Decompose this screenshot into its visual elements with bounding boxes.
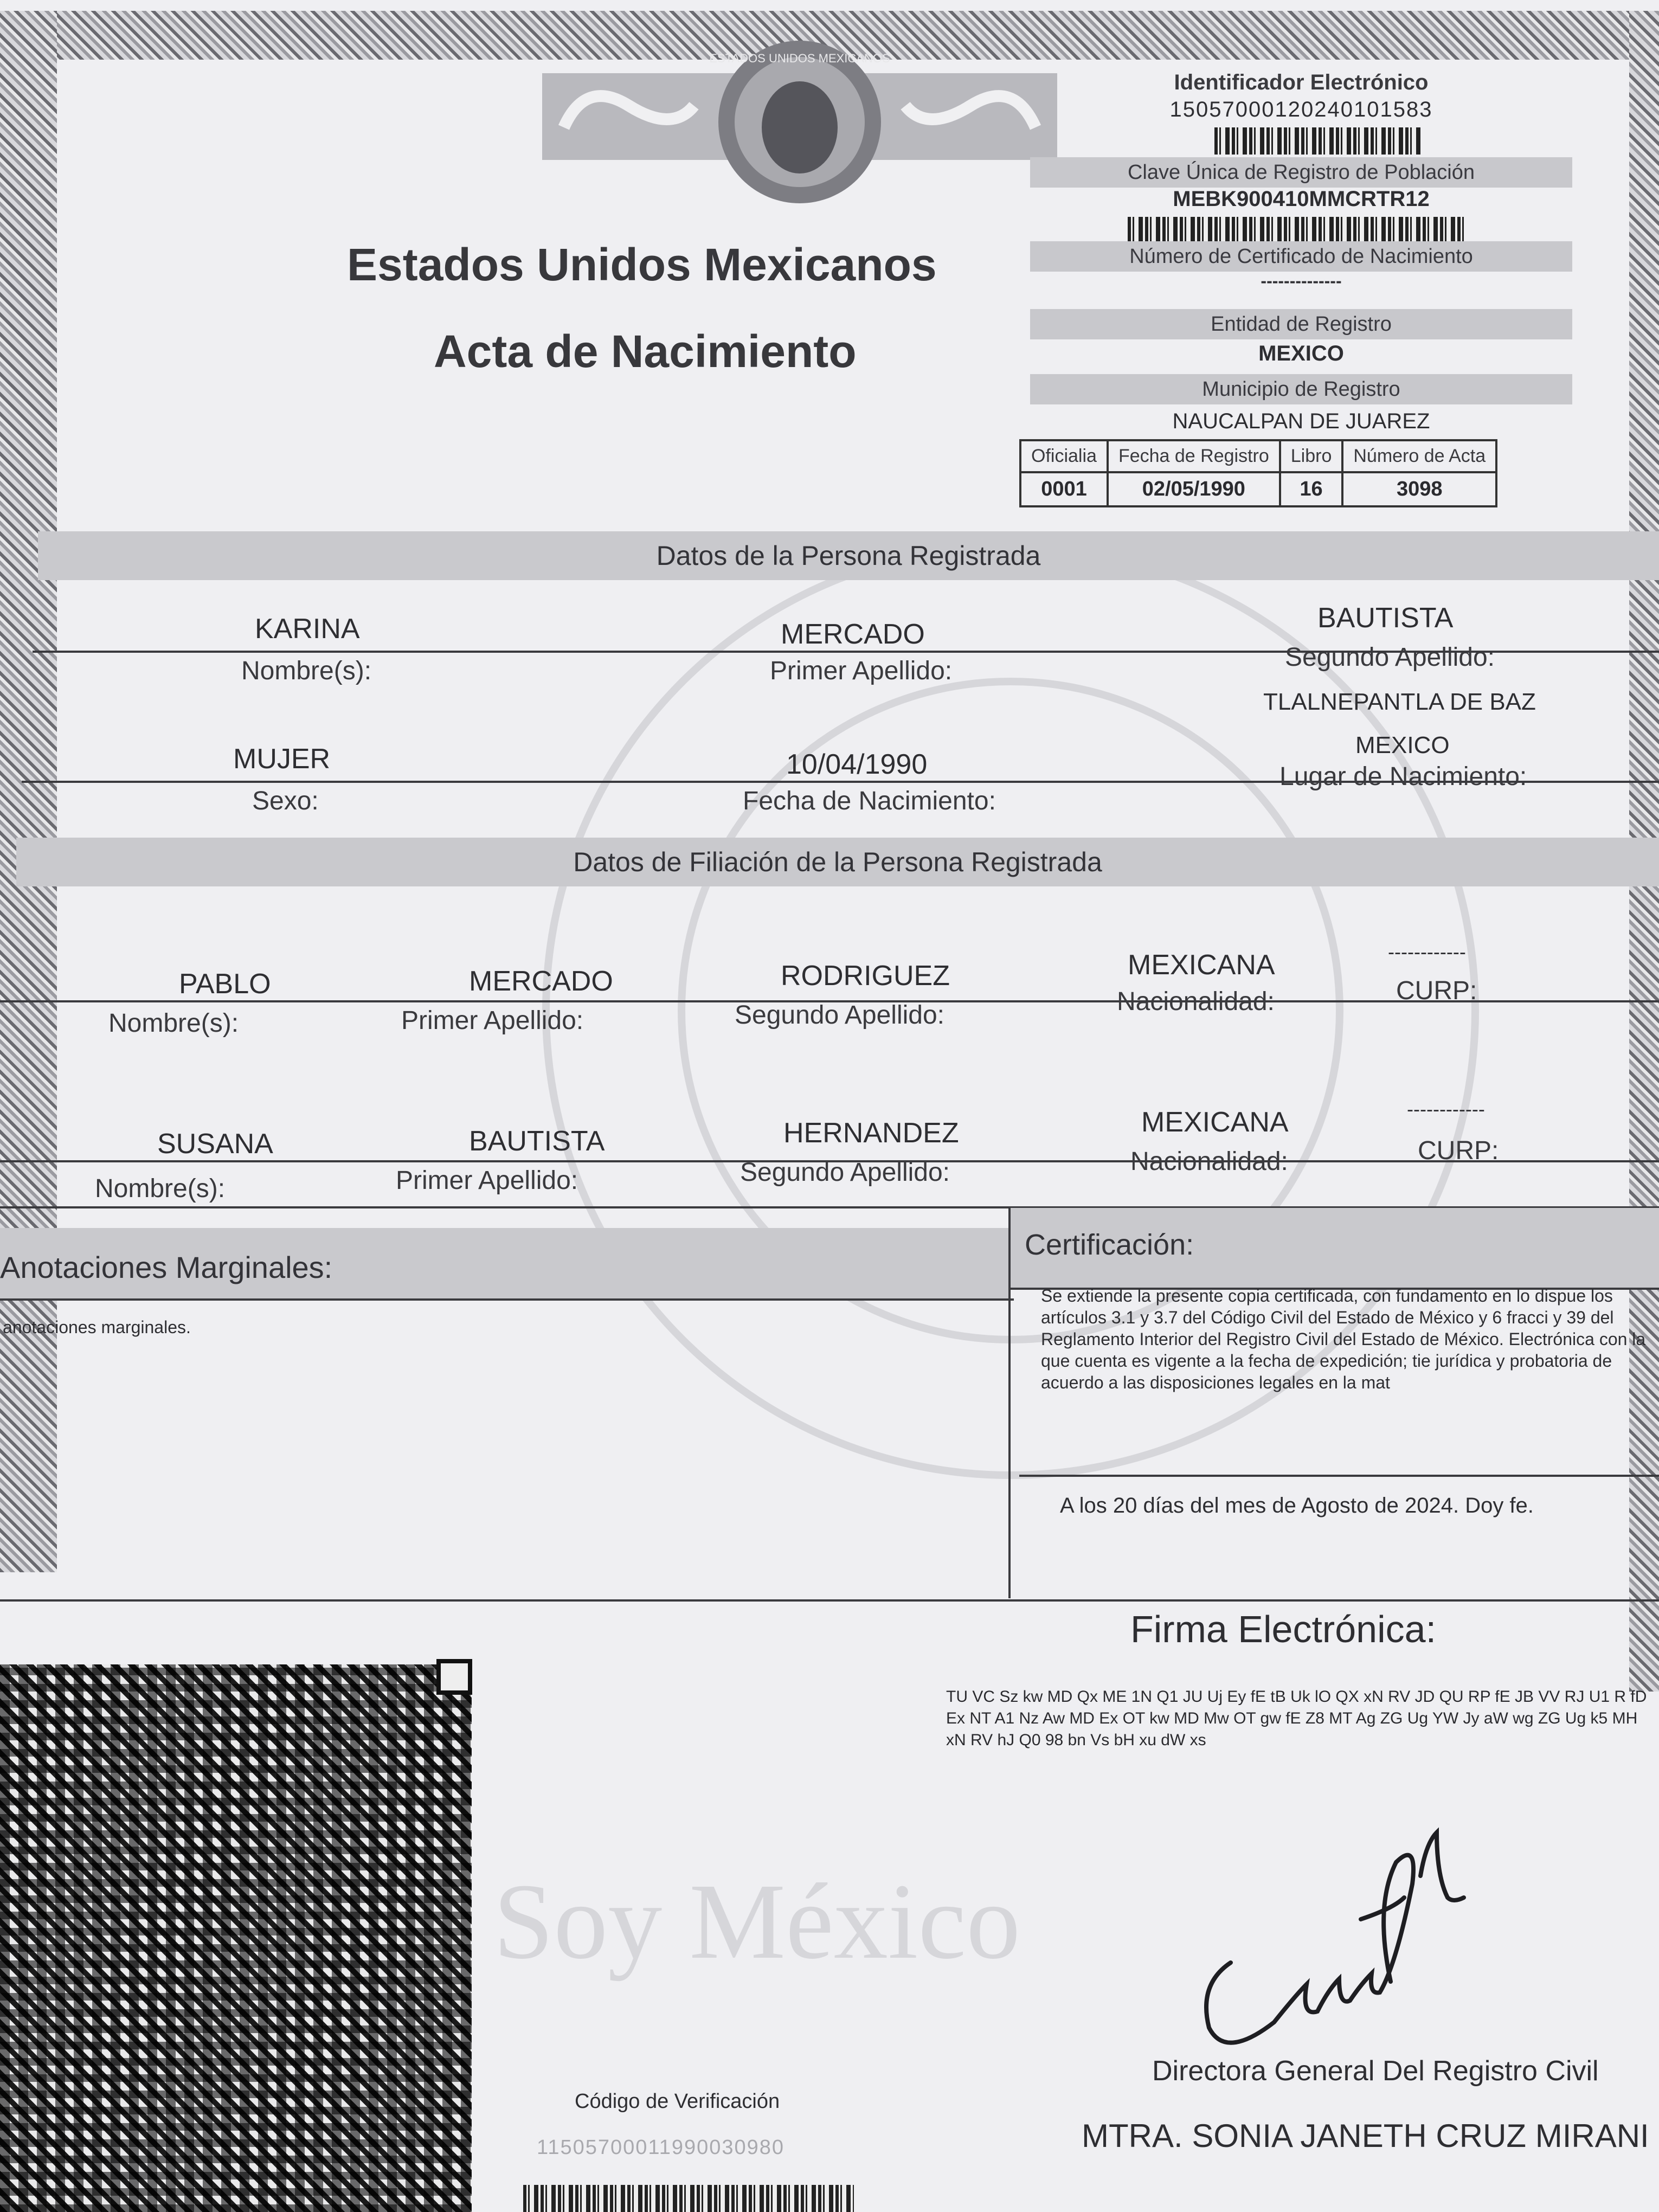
madre-primer-apellido-label: Primer Apellido:: [396, 1166, 578, 1195]
firma-nombre: MTRA. SONIA JANETH CRUZ MIRANI: [1082, 2118, 1649, 2154]
municipio-label: Municipio de Registro: [1030, 374, 1572, 404]
verificacion-barcode: [523, 2185, 854, 2212]
registro-header-libro: Libro: [1280, 440, 1343, 472]
padre-nombre-label: Nombre(s):: [108, 1009, 239, 1038]
certificacion-text: Se extiende la presente copia certificada, con fundamento en lo dispue los artículos 3.1 y 3.7 del Código Civil del Estado de México y 6 fracci y 39 del Reglamento Interior del Registro Civil del Estado de México. Electrónica con la que cuenta es vigente a la fecha de expedición; tie jurídica y probatoria de acuerdo a las disposiciones legales en la mat: [1041, 1286, 1646, 1392]
certificacion-title: Certificación:: [1025, 1229, 1194, 1261]
madre-nombre-label: Nombre(s):: [95, 1174, 226, 1203]
national-seal-emblem: [542, 41, 1057, 203]
registro-value-libro: 16: [1280, 472, 1343, 506]
certificacion-date-line: [1019, 1475, 1659, 1477]
madre-segundo-apellido-label: Segundo Apellido:: [740, 1158, 950, 1187]
madre-segundo-apellido: HERNANDEZ: [783, 1117, 959, 1149]
curp-label: Clave Única de Registro de Población: [1030, 157, 1572, 188]
madre-nombre: SUSANA: [157, 1128, 273, 1160]
padre-curp: ------------: [1388, 941, 1466, 963]
persona-section-title: Datos de la Persona Registrada: [38, 531, 1659, 580]
certificado-label: Número de Certificado de Nacimiento: [1030, 241, 1572, 272]
identificador-label: Identificador Electrónico: [1174, 70, 1429, 94]
identificador-value: 150570001202401015​83: [1169, 98, 1433, 121]
identificador-barcode: [1214, 127, 1420, 155]
lugar-entidad: MEXICO: [1355, 732, 1450, 758]
padre-nacionalidad: MEXICANA: [1128, 949, 1275, 981]
persona-primer-apellido: MERCADO: [781, 619, 925, 650]
persona-nombre-label: Nombre(s):: [241, 657, 372, 685]
persona-sexo-label: Sexo:: [252, 787, 319, 815]
anotaciones-header-line: [0, 1298, 1014, 1301]
handwritten-signature: [1166, 1789, 1545, 2074]
box-divider: [1008, 1208, 1011, 1598]
firma-code: TU VC Sz kw MD Qx ME 1N Q1 JU Uj Ey fE tB Uk lO QX xN RV JD QU RP fE JB VV RJ U1 R fD Ex NT A1 Nz Aw MD Ex OT kw MD Mw OT gw fE Z8 MT Ag ZG Ug YW Jy aW wg ZG Ug k5 MH xN RV hJ Q0 98 bn Vs bH xu dW xs: [946, 1688, 1647, 1749]
entidad-value: MEXICO: [1258, 342, 1344, 365]
box-bottom-line: [0, 1599, 1659, 1602]
persona-fecha-nacimiento: 10/04/1990: [786, 749, 928, 780]
document-title: Acta de Nacimiento: [434, 326, 857, 377]
persona-lugar-label: Lugar de Nacimiento:: [1279, 762, 1527, 791]
registro-table: [1019, 439, 1497, 507]
lugar-municipio: TLALNEPANTLA DE BAZ: [1263, 689, 1536, 715]
registro-value-oficialia: 0001: [1020, 472, 1108, 506]
verificacion-value: 115057000119900309​80: [537, 2136, 785, 2159]
registro-value-fecha: 02/05/1990: [1108, 472, 1280, 506]
persona-sexo: MUJER: [233, 743, 331, 775]
padre-nombre: PABLO: [179, 968, 271, 1000]
firma-cargo: Directora General Del Registro Civil: [1152, 2055, 1599, 2087]
madre-nacionalidad: MEXICANA: [1141, 1107, 1289, 1138]
registro-header-numero-acta: Número de Acta: [1342, 440, 1496, 472]
anotaciones-text: anotaciones marginales.: [3, 1317, 191, 1337]
curp-value: MEBK900410MMCRTR12: [1173, 187, 1430, 211]
persona-nombre: KARINA: [255, 613, 360, 645]
padre-curp-label: CURP:: [1396, 976, 1477, 1005]
registro-header-fecha: Fecha de Registro: [1108, 440, 1280, 472]
decorative-border-left: [0, 11, 57, 1572]
verificacion-label: Código de Verificación: [575, 2090, 780, 2113]
filiacion-section-title: Datos de Filiación de la Persona Registrada: [16, 838, 1659, 886]
qr-corner-marker: [436, 1659, 472, 1695]
persona-primer-apellido-label: Primer Apellido:: [770, 657, 953, 685]
padre-segundo-apellido-label: Segundo Apellido:: [735, 1001, 944, 1030]
madre-curp-label: CURP:: [1418, 1136, 1499, 1165]
anotaciones-title: Anotaciones Marginales:: [0, 1250, 333, 1284]
certificacion-fecha: A los 20 días del mes de Agosto de 2024. Doy fe.: [1060, 1494, 1534, 1517]
registro-table-value-row: [1020, 472, 1496, 506]
registro-value-numero-acta: 3098: [1342, 472, 1496, 506]
persona-fecha-nacimiento-label: Fecha de Nacimiento:: [743, 787, 996, 815]
registro-header-oficialia: Oficialia: [1020, 440, 1108, 472]
curp-barcode: [1128, 217, 1464, 244]
padre-primer-apellido: MERCADO: [469, 966, 613, 997]
seal-text: ESTADOS UNIDOS MEXICANOS: [709, 52, 890, 65]
firma-title: Firma Electrónica:: [1130, 1608, 1437, 1650]
country-title: Estados Unidos Mexicanos: [347, 239, 937, 290]
certificado-value: --------------: [1261, 271, 1342, 291]
persona-segundo-apellido: BAUTISTA: [1317, 602, 1454, 634]
municipio-value: NAUCALPAN DE JUAREZ: [1172, 409, 1430, 433]
padre-segundo-apellido: RODRIGUEZ: [781, 960, 950, 992]
persona-segundo-apellido-label: Segundo Apellido:: [1285, 643, 1495, 672]
registro-table-header-row: [1020, 440, 1496, 472]
padre-primer-apellido-label: Primer Apellido:: [401, 1006, 584, 1035]
madre-primer-apellido: BAUTISTA: [469, 1126, 605, 1157]
entidad-label: Entidad de Registro: [1030, 309, 1572, 339]
madre-nacionalidad-label: Nacionalidad:: [1130, 1147, 1288, 1176]
soy-mexico-watermark: Soy México: [493, 1862, 1021, 1982]
madre-curp: ------------: [1407, 1098, 1485, 1120]
padre-nacionalidad-label: Nacionalidad:: [1117, 987, 1275, 1016]
qr-code: [0, 1664, 472, 2212]
